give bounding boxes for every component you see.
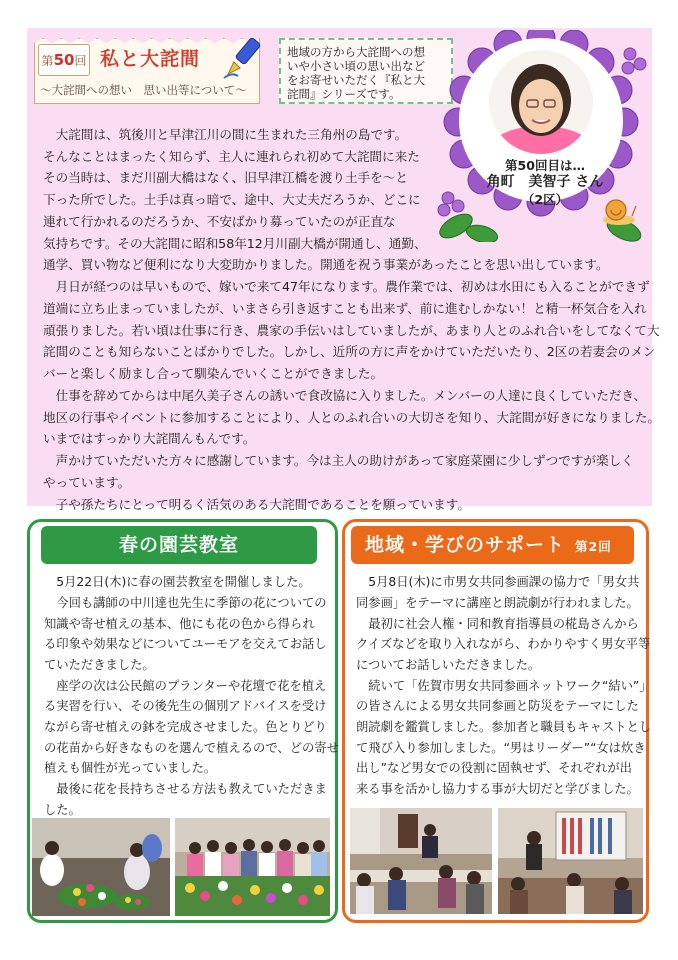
column-subtitle: ～大詫間への想い 思い出等について～ xyxy=(40,83,247,97)
column-title: 私と大詫間 xyxy=(100,48,201,70)
support-line: クイズなどを取り入れながら、わかりやすく男女平等 xyxy=(356,637,651,651)
garden-line: ていただきました。 xyxy=(44,658,155,672)
garden-line: 最後に花を長持ちさせる方法も教えていただきま xyxy=(44,782,327,796)
support-line: 来る事を活かし協力する事が大切だと学びました。 xyxy=(356,782,639,796)
garden-line: の花苗から好きなものを選んで植えるので、どの寄せ xyxy=(44,741,339,755)
essay-line: 詫間のことも知らないことばかりでした。しかし、近所の方に声をかけていただいたり、2区の若妻会のメン xyxy=(43,344,656,359)
garden-photo-group xyxy=(175,818,330,916)
support-line: の皆さんによる男女共同参画と防災をテーマにした xyxy=(356,699,639,713)
issue-prefix: 第 xyxy=(41,54,54,68)
garden-line: 座学の次は公民館のプランターや花壇で花を植え xyxy=(44,679,327,693)
garden-line: 5月22日(木)に春の園芸教室を開催しました。 xyxy=(44,575,311,589)
issue-badge xyxy=(38,44,90,76)
essay-line: やっています。 xyxy=(43,475,131,490)
essay-line: そんなことはまったく知らず、主人に連れられ初めて大詫間に来た xyxy=(43,149,420,164)
issue-number: 50 xyxy=(53,51,75,69)
garden-line: ながら寄せ植えの鉢を完成させました。色とりどり xyxy=(44,720,327,734)
garden-class-heading: 春の園芸教室 xyxy=(41,526,317,564)
support-part-label: 第2回 xyxy=(575,539,612,554)
garden-line: 知識や寄せ植えの基本、他にも花の色から得られ xyxy=(44,617,315,631)
garden-line: る印象や効果などについてユーモアを交えてお話し xyxy=(44,637,327,651)
issue-suffix: 回 xyxy=(74,54,87,68)
support-line: 同参画」をテーマに講座と朗読劇が行われました。 xyxy=(356,596,639,610)
essay-line: 仕事を辞めてからは中尾久美子さんの誘いで食改協に入りました。メンバーの人達に良くしていただき、 xyxy=(43,388,647,403)
intro-line: 地域の方から大詫間への想 xyxy=(287,45,425,59)
support-heading-text: 地域・学びのサポート xyxy=(365,534,566,556)
support-line: 5月8日(木)に市男女共同参画課の協力で「男女共 xyxy=(356,575,640,589)
support-line: 朗読劇を鑑賞しました。参加者と職員もキャストとし xyxy=(356,720,652,734)
garden-line: 植えも個性が光っていました。 xyxy=(44,761,217,775)
essay-line: その当時は、まだ川副大橋はなく、旧早津江橋を渡り土手を～と xyxy=(43,170,408,185)
essay-line: 声かけていただいた方々に感謝しています。今は主人の助けがあって家庭菜園に少しずつですが楽しく xyxy=(43,453,634,468)
essay-line: いまではすっかり大詫間んもんです。 xyxy=(43,431,256,446)
garden-line: る実習を行い、その後先生の個別アドバイスを受け xyxy=(44,699,327,713)
support-photo-lecture xyxy=(350,808,492,914)
profile-district: （2区） xyxy=(521,192,569,207)
essay-line: 通学、買い物など便利になり大変助かりました。開通を祝う事業があったことを思い出しています。 xyxy=(43,257,609,272)
intro-line: いや小さい頃の思い出など xyxy=(287,59,425,73)
profile-name: 角町 美智子 さん xyxy=(486,174,604,190)
support-photo-reading-play xyxy=(498,808,643,914)
essay-line: 頑張りました。若い頃は仕事に行き、農家の手伝いはしていましたが、あまり人とのふれ合いをしてなくて大 xyxy=(43,323,660,338)
fountain-pen-icon xyxy=(222,36,266,80)
essay-line: 月日が経つのは早いもので、嫁いで来て47年になります。農作業では、初めは水田にも入ることができず xyxy=(43,279,650,294)
portrait-flower-frame xyxy=(434,30,649,242)
garden-line: した。 xyxy=(44,803,81,817)
support-line: 出し”など男女での役割に固執せず、それぞれが出 xyxy=(356,761,632,775)
intro-line: 詫間』シリーズです。 xyxy=(287,87,401,101)
series-intro-box xyxy=(279,38,453,104)
support-line: て飛び入り参加しました。“男はリーダー”“女は炊き xyxy=(356,741,646,755)
essay-line: 下った所でした。土手は真っ暗で、途中、大丈夫だろうか、どこに xyxy=(43,192,421,207)
intro-line: をお寄せいただく『私と大 xyxy=(287,73,425,87)
essay-line: 気持ちです。その大詫間に昭和58年12月川副大橋が開通し、通勤、 xyxy=(43,236,427,251)
support-line: 最初に社会人権・同和教育指導員の椛島さんから xyxy=(356,617,639,631)
support-line: についてお話しいただきました。 xyxy=(356,658,541,672)
support-line: 続いて「佐賀市男女共同参画ネットワーク“結い”」 xyxy=(356,679,652,693)
profile-line1: 第50回目は… xyxy=(505,158,585,173)
learning-support-heading xyxy=(351,526,634,564)
garden-photo-planting xyxy=(32,818,170,916)
garden-line: 今回も講師の中川達也先生に季節の花についての xyxy=(44,596,327,610)
essay-line: 道端に立ち止まっていましたが、いまさら引き返すことも出来ず、前に進むしかない！と精一杯気合を入れ xyxy=(43,301,647,316)
essay-line: 大詫間は、筑後川と早津江川の間に生まれた三角州の島です。 xyxy=(43,127,408,142)
profile-caption xyxy=(475,157,615,208)
essay-line: バーと楽しく励まし合って馴染んでいくことができました。 xyxy=(43,366,384,381)
essay-line: 地区の行事やイベントに参加することにより、人とのふれ合いの大切さを知り、大詫間が好きになりました。 xyxy=(43,410,661,425)
essay-line: 連れて行かれるのだろうか、不安ばかり募っていたのが正直な xyxy=(43,214,396,229)
essay-line: 子や孫たちにとって明るく活気のある大詫間であることを願っています。 xyxy=(43,497,470,512)
